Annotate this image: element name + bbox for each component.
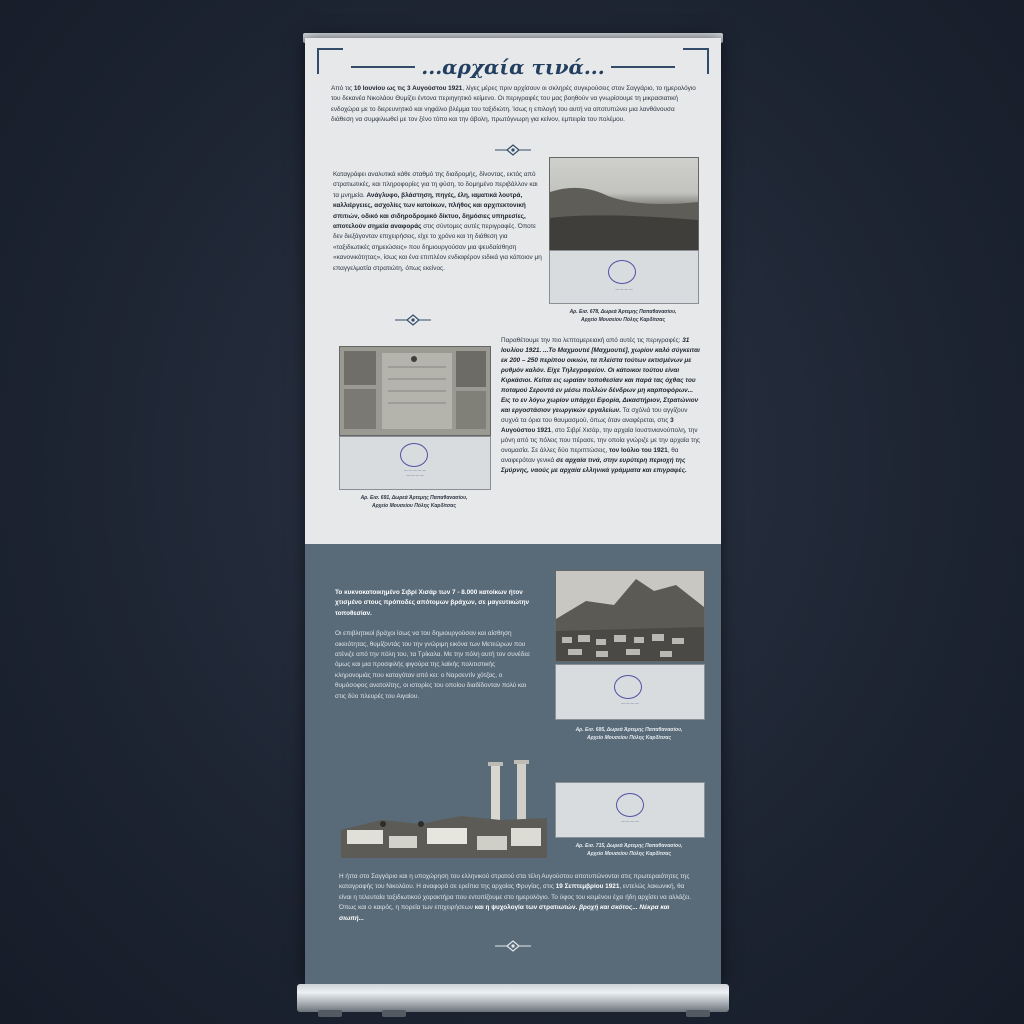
section5-bold-psychology: και η ψυχολογία των στρατιωτών. — [474, 904, 578, 912]
corner-ornament-left — [317, 48, 343, 74]
archive-stamp-card — [555, 664, 705, 720]
intro-paragraph — [331, 84, 699, 126]
stand-foot-center — [382, 1010, 406, 1017]
divider-ornament-icon — [393, 314, 433, 326]
museum-stamp-icon — [400, 443, 428, 467]
stone-blocks-shape — [340, 347, 490, 435]
stamp-handwriting: — — — — — [621, 701, 639, 705]
section4-text: Οι επιβλητικοί βράχοι ίσως να του δημιουργούσαν και αίσθηση οικειότητας, θυμίζοντάς του την γνώριμη εικόνα των Μετεώρων που ατένιζε από την πόλη του, τα Τρίκαλα. Με την πόλη αυτή τον συνέδεε όμως και μια προσφιλής φιγούρα της λαϊκής πολιτιστικής κληρονομιάς που καταγόταν από κει: ο Ναρσεντίν χότζας, ο θυμόσοφος ανατολίτης, οι ιστορίες του οποίου διαδίδονταν πολύ και στις δύο πλευρές του Αιγαίου. — [335, 630, 531, 700]
section3-text-3: , στο Σιβρί Χισάρ, την αρχαία Ιουστινιανούπολη, την μόνη από τις πόλεις που πέρασε, την οποία γνώριζε με την αρχαία της ονομασία. Σε άλλες δύο περιπτώσεις, — [501, 427, 700, 454]
caption-line: Αρχείο Μουσείου Πόλης Καρδίτσας — [371, 503, 457, 509]
corner-ornament-right — [683, 48, 709, 74]
inscription-stone-photo — [339, 346, 491, 436]
stamp-handwriting: — — — — — [621, 819, 639, 823]
divider-ornament-icon — [493, 144, 533, 156]
ruins-photo — [341, 758, 547, 858]
archive-stamp-card — [555, 782, 705, 838]
photo-caption-3 — [547, 726, 711, 742]
caption-line: Αρ. Εισ. 678, Δωρεά Άρτεμης Παπαθανασίου, — [569, 309, 677, 315]
banner-stand-base — [297, 984, 729, 1012]
section2-text-2: στις σύντομες αυτές περιγραφές. Όποτε δεν διεξάγονταν επιχειρήσεις, είχε το χρόνο και τη διάθεση για «ταξιδιωτικές σημειώσεις» που δημιουργούσαν μια ψευδαίσθηση «κανονικότητας», ίσως και ένα επιπλέον ενδιαφέρον ειδικά για κάποιον μη επαγγελματία στρατιώτη, όπως εκείνος. — [333, 223, 542, 272]
stand-foot-left — [318, 1010, 342, 1017]
intro-text-1: Από τις — [331, 85, 354, 92]
divider-ornament-icon — [493, 940, 533, 952]
intro-date-range: 10 Ιουνίου ως τις 3 Αυγούστου 1921 — [353, 85, 463, 92]
landscape-hill-shape — [550, 158, 698, 250]
photo-caption-2 — [331, 494, 497, 510]
section-sivrihisar-paragraph — [335, 588, 531, 702]
photo-caption-4 — [547, 842, 711, 858]
town-photo — [555, 570, 705, 662]
stand-foot-right — [686, 1010, 710, 1017]
caption-line: Αρ. Εισ. 715, Δωρεά Άρτεμης Παπαθανασίου, — [575, 843, 683, 849]
caption-line: Αρχείο Μουσείου Πόλης Καρδίτσας — [586, 735, 672, 741]
section5-text-2: , εντελώς λακωνική, θα είναι η τελευταία ταξιδιωτικού χαρακτήρα που εντοπίζουμε στο ημερολόγιο. Το ύφος του κειμένου έχει ήδη αρχίσει να αλλάζει. Όπως και ο καιρός, η πορεία των επιχειρήσεων — [339, 883, 691, 912]
archive-stamp-card — [339, 436, 491, 490]
caption-line: Αρ. Εισ. 691, Δωρεά Άρτεμης Παπαθανασίου, — [360, 495, 468, 501]
intro-text-2: , λίγες μέρες πριν αρχίσουν οι σκληρές συγκρούσεις στον Σαγγάριο, το ημερολόγιο του δεκανέα Νικολάου Θυμίζει έντονα περιηγητικό κείμενο. Οι περιγραφές του μας βοηθούν να γνωρίσουμε τη μικρασιατική ενδοχώρα με το διερευνητικό και νηφάλιο βλέμμα του ταξιδιώτη. Ίσως η επιλογή του αυτή να αποτυπώνει μια λανθάνουσα διάθεση να συμφιλιωθεί με τον ξένο τόπο και την άβολη, πρωτόγνωρη για κείνον, εμπειρία του πολέμου. — [331, 85, 696, 124]
stamp-handwriting: — — — — — [615, 287, 633, 291]
roll-up-banner — [305, 38, 721, 984]
section5-date: 19 Σεπτεμβρίου 1921 — [555, 883, 620, 891]
caption-line: Αρ. Εισ. 685, Δωρεά Άρτεμης Παπαθανασίου, — [575, 727, 683, 733]
title-rule-left — [351, 66, 415, 68]
stamp-handwriting: — — — — — — — — — — [404, 468, 426, 477]
ruins-columns-shape — [341, 758, 547, 858]
town-rocks-shape — [556, 571, 704, 661]
section4-heading: Το κυκνοκατοικημένο Σιβρί Χισάρ των 7 - 8.000 κατοίκων ήτον χτισμένο στους πρόποδες απότομων βράχων, σε μαγευτικώτην τοποθεσίαν. — [335, 589, 530, 617]
section-stations-paragraph — [333, 170, 545, 274]
section3-text-1: Παραθέτουμε την πιο λεπτομερειακή από αυτές τις περιγραφές: — [501, 337, 683, 344]
title-rule-right — [611, 66, 675, 68]
caption-line: Αρχείο Μουσείου Πόλης Καρδίτσας — [580, 317, 666, 323]
section2-bold-list: Ανάγλυφο, βλάστηση, πηγές, έλη, ιαματικά λουτρά, καλλιέργειες, ασχολίες των κατοίκων, πλήθος και αρχιτεκτονική σπιτιών, οδικό και σιδηροδρομικό δίκτυο, δημόσιες υπηρεσίες, αποτελούν σημεία αναφοράς — [333, 191, 526, 231]
section2-text-1: Καταγράφει αναλυτικά κάθε σταθμό της διαδρομής, δίνοντας, εκτός από στρατιωτικές, και πληροφορίες για τη φύση, το δομημένο περιβάλλον και τα μνημεία. — [333, 171, 538, 199]
section3-date-2: τον Ιούλιο του 1921 — [609, 447, 668, 454]
caption-line: Αρχείο Μουσείου Πόλης Καρδίτσας — [586, 851, 672, 857]
section-description-paragraph — [501, 336, 701, 476]
museum-stamp-icon — [608, 260, 636, 284]
museum-stamp-icon — [616, 793, 644, 817]
section5-text-1: Η ήττα στο Σαγγάριο και η υποχώρηση του ελληνικού στρατού στα τέλη Αυγούστου αποτυπώνονται στις πρωτεραιότητες της καταγραφής του Νικολάου. Η αναφορά σε ερείπια της αρχαίας Φρυγίας, στις — [339, 873, 690, 891]
section3-diary-quote: 31 Ιουλίου 1921. ...Το Μαχμουτιέ [Μαχμουτιέ], χωρίον καλό σύγκειται εκ 200 – 250 περίπου οικιών, τα πλείστα τούτων εκτισμένων με ρυθμόν καλόν. Είχε Τηλεγραφείον. Οι κάτοικοι τούτου είναι Κιρκάσιοι. Κείται εις ωραίαν τοποθεσίαν και παρά τας όχθας του ποταμού Σεροντά εν μέσω πολλών δένδρων μη καρποφόρων... Εις το εν λόγω χωρίον υπάρχει Εφορία, Δικαστήριον, Στρατώνιον και εργοστάσιον γεωργικών εργαλείων. — [501, 337, 700, 414]
banner-title: ...αρχαία τινά... — [421, 55, 605, 79]
section-sangarios-paragraph — [339, 872, 691, 924]
section3-date: 3 Αυγούστου 1921 — [501, 417, 674, 434]
section3-text-4: , θα αναφερόταν γενικά — [501, 447, 679, 464]
section5-quote: βροχή και σκότος... Νέκρα και σιωπή... — [339, 904, 670, 922]
section3-quote-2: σε αρχαία τινά, στην ευρύτερη περιοχή της Σμύρνης, ναούς με αρχαία ελληνικά γράμματα και επιγραφές. — [501, 457, 687, 474]
photo-caption-1 — [541, 308, 705, 324]
museum-stamp-icon — [614, 675, 642, 699]
archive-stamp-card — [549, 250, 699, 304]
landscape-photo — [549, 157, 699, 251]
section3-text-2: Τα σχόλιά του αγγίζουν συχνά τα όρια του θαυμασμού, όπως όταν αναφέρεται, στις — [501, 407, 688, 424]
banner-title-row — [345, 52, 681, 82]
